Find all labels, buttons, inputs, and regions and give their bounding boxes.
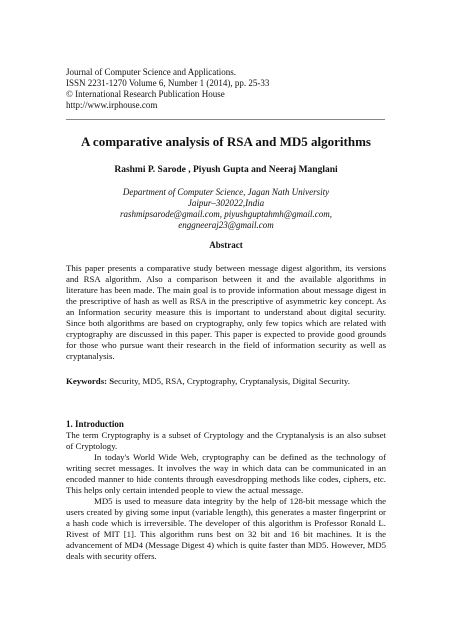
affiliation-emails[interactable]: rashmipsarode@gmail.com, piyushguptahmh@gmail.com, [120,209,332,219]
journal-publisher: © International Research Publication House [66,89,225,99]
abstract-heading: Abstract [209,240,243,250]
affiliation-city: Jaipur–302022,India [187,198,265,208]
introduction-body [66,430,386,562]
affiliation-email-extra[interactable]: enggneeraj23@gmail.com [178,220,274,230]
keywords-text: ecurity, MD5, RSA, Cryptography, Cryptanalysis, Digital Security. [114,376,350,386]
intro-paragraph: MD5 is used to measure data integrity by the help of 128-bit message which the users created by giving some input (variable length), this generates a master fingerprint or a hash code which is irreversible. The developer of this algorithm is Professor Ronald L. Rivest of MIT [1]. This algorithm runs best on 32 bit and 16 bit machines. It is the advancement of MD4 (Message Digest 4) which is quite faster than MD5. However, MD5 deals with security offers. [66,496,386,561]
header-divider [66,119,385,120]
keywords-label: Keywords: S [66,376,115,386]
journal-name: Journal of Computer Science and Applications. [66,67,236,77]
paper-authors: Rashmi P. Sarode , Piyush Gupta and Neeraj Manglani [114,165,338,175]
keywords [66,376,386,387]
affiliation-department: Department of Computer Science, Jagan Nath University [122,187,330,197]
intro-paragraph: The term Cryptography is a subset of Cryptology and the Cryptanalysis is an also subset of Cryptology. [66,430,386,451]
section-heading-introduction: 1. Introduction [66,419,124,429]
author-affiliation [90,187,362,231]
abstract-text: This paper presents a comparative study between message digest algorithm, its versions and RSA algorithm. Also a comparison between it and the available algorithms in literature has been made. The main goal is to provide information about message digest in the prescriptive of hash as well as RSA in the prescriptive of asymmetric key concept. As an Information security measure this is important to understand about digital security. Since both algorithms are based on cryptography, only few topics which are related with cryptography are discussed in this paper. This paper is expected to provide good grounds for those who pursue want their research in the field of information security as well as cryptanalysis. [66,263,386,361]
journal-header [66,67,386,111]
intro-paragraph: In today's World Wide Web, cryptography can be defined as the technology of writing secret messages. It involves the way in which data can be communicated in an encoded manner to hide contents through eavesdropping methods like codes, ciphers, etc. This helps only certain intended people to view the actual message. [66,452,386,495]
journal-issn: ISSN 2231-1270 Volume 6, Number 1 (2014), pp. 25-33 [66,78,270,88]
paper-title: A comparative analysis of RSA and MD5 algorithms [81,134,371,149]
journal-url[interactable]: http://www.irphouse.com [66,100,158,110]
